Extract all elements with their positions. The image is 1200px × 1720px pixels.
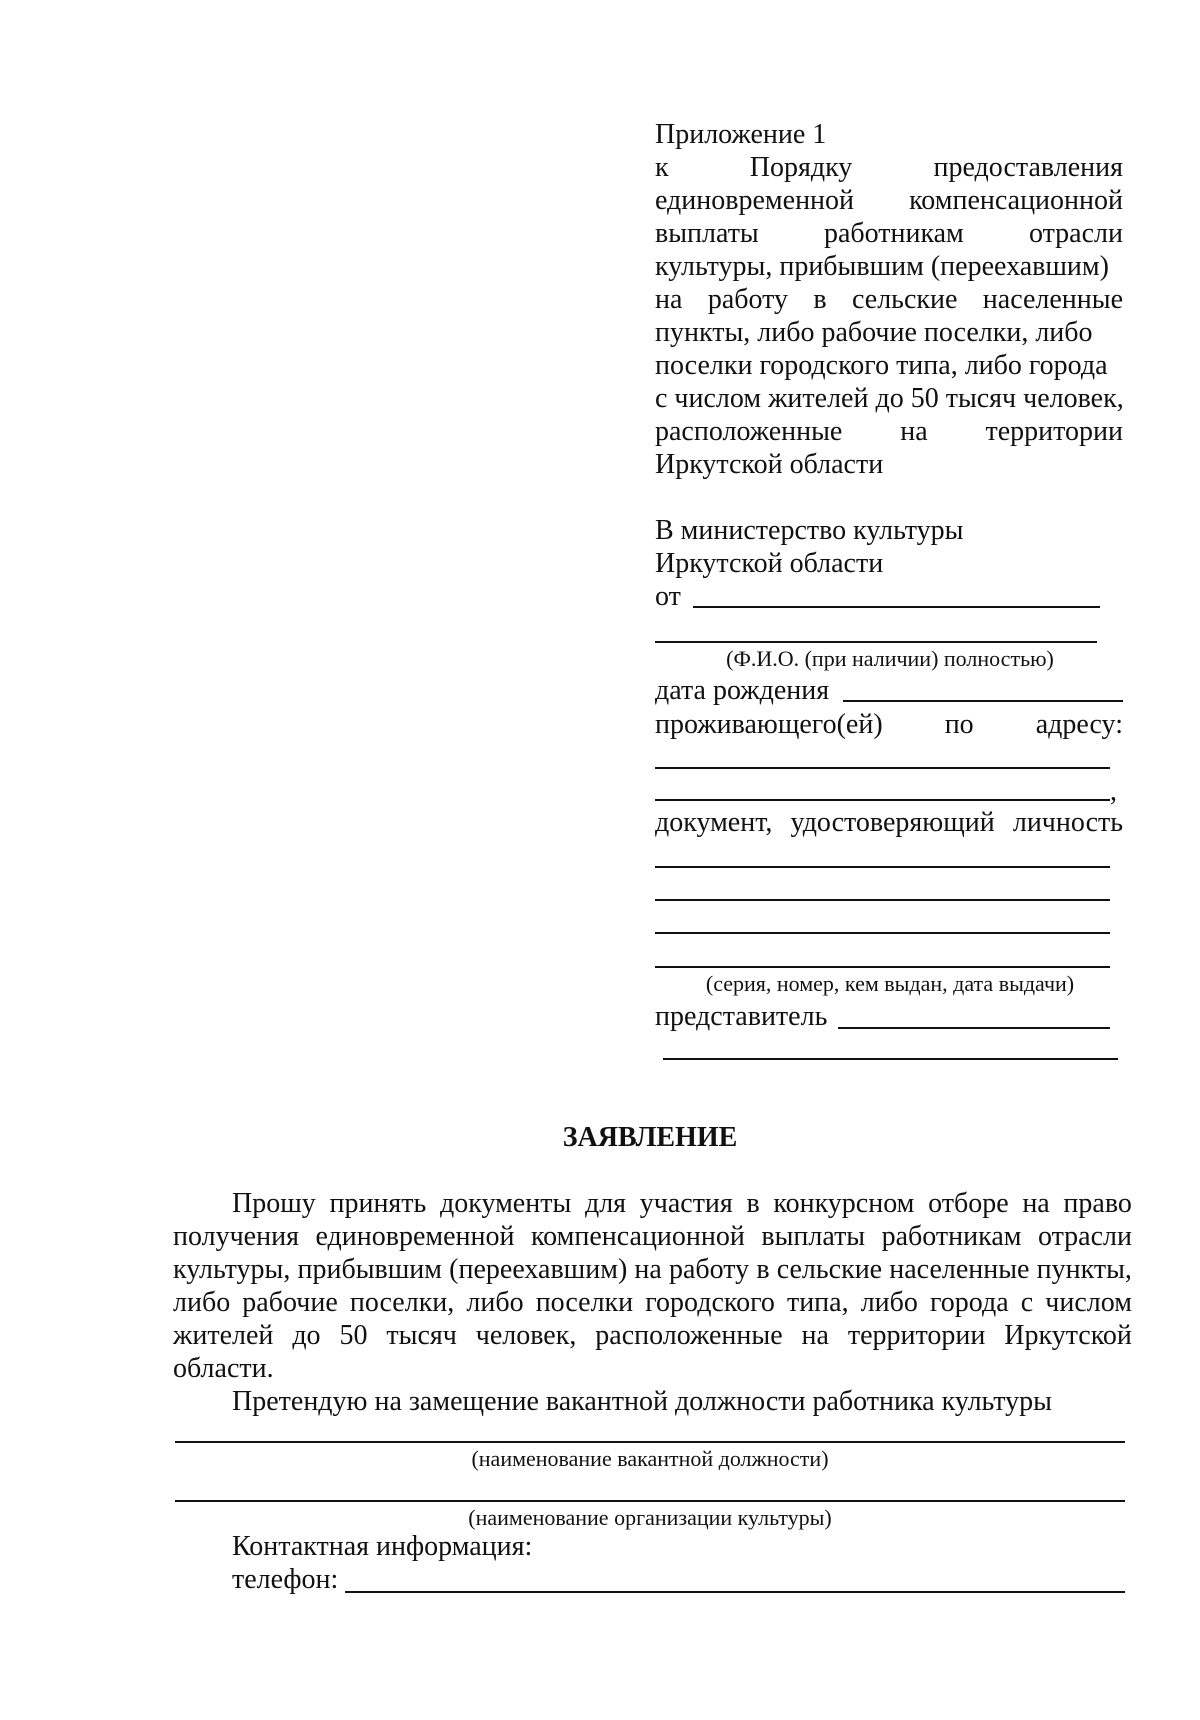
appendix-line-4: культуры, прибывшим (переехавшим) bbox=[655, 251, 1109, 282]
identity-document-label-word: личность bbox=[1012, 807, 1123, 838]
address-label-word: по bbox=[944, 709, 974, 740]
statement-p1-line-4-word: либо bbox=[466, 1287, 524, 1318]
statement-p1-line-5-word: жителей bbox=[173, 1320, 274, 1351]
statement-p1-line-3-word: на bbox=[634, 1254, 662, 1285]
statement-p1-line-1-word: право bbox=[1063, 1188, 1132, 1219]
appendix-line-8: с числом жителей до 50 тысяч человек, bbox=[655, 383, 1124, 414]
identity-document-line-4[interactable] bbox=[655, 966, 1110, 968]
identity-document-label bbox=[655, 806, 1123, 839]
representative-input-line-1[interactable] bbox=[838, 1027, 1110, 1029]
statement-p1-line-2-word: компенсационной bbox=[530, 1221, 745, 1252]
appendix-line-5 bbox=[655, 283, 1123, 316]
appendix-line-1-word: к bbox=[655, 152, 669, 183]
statement-p1-line-5-word: человек, bbox=[475, 1320, 577, 1351]
statement-p2: Претендую на замещение вакантной должности работника культуры bbox=[232, 1386, 1052, 1417]
statement-p1-line-5-word: территории bbox=[847, 1320, 986, 1351]
appendix-line-3-word: отрасли bbox=[1028, 218, 1123, 249]
statement-p1-line-5-word: на bbox=[801, 1320, 829, 1351]
appendix-line-5-word: на bbox=[655, 284, 683, 315]
appendix-line-5-word: в bbox=[813, 284, 827, 315]
statement-p1-line-2 bbox=[173, 1220, 1132, 1253]
statement-p1-line-4-word: поселки, bbox=[349, 1287, 455, 1318]
appendix-line-7: поселки городского типа, либо города bbox=[655, 350, 1108, 381]
fio-caption: (Ф.И.О. (при наличии) полностью) bbox=[726, 646, 1054, 671]
fio-input-line[interactable] bbox=[655, 641, 1097, 643]
statement-p1-line-4-word: либо bbox=[173, 1287, 231, 1318]
vacancy-caption: (наименование вакантной должности) bbox=[471, 1446, 829, 1471]
statement-p1-line-1 bbox=[232, 1187, 1132, 1220]
identity-document-line-3[interactable] bbox=[655, 932, 1110, 934]
statement-p1-line-3-word: прибывшим bbox=[297, 1254, 443, 1285]
address-comma: , bbox=[1110, 776, 1117, 807]
address-label-word: адресу: bbox=[1035, 709, 1123, 740]
appendix-line-2-word: единовременной bbox=[655, 185, 855, 216]
appendix-line-3-word: выплаты bbox=[655, 218, 759, 249]
appendix-line-9-word: на bbox=[900, 416, 928, 447]
statement-p1-line-4 bbox=[173, 1286, 1132, 1319]
statement-p1-line-1-word: принять bbox=[329, 1188, 427, 1219]
appendix-line-2 bbox=[655, 184, 1123, 217]
appendix-line-1-word: предоставления bbox=[933, 152, 1123, 183]
representative-label: представитель bbox=[655, 1001, 828, 1032]
appendix-line-9 bbox=[655, 415, 1123, 448]
identity-document-label-word: удостоверяющий bbox=[790, 807, 995, 838]
appendix-line-3-word: работникам bbox=[823, 218, 964, 249]
appendix-line-1-word: Порядку bbox=[749, 152, 853, 183]
appendix-line-10: Иркутской области bbox=[655, 449, 884, 480]
statement-p1-line-3-word: культуры, bbox=[173, 1254, 291, 1285]
phone-label: телефон: bbox=[232, 1564, 339, 1595]
statement-p1-line-4-word: либо bbox=[860, 1287, 918, 1318]
appendix-title: Приложение 1 bbox=[655, 119, 827, 150]
birth-date-input-line[interactable] bbox=[843, 700, 1123, 702]
addressee-region: Иркутской области bbox=[655, 548, 884, 579]
appendix-line-3 bbox=[655, 217, 1123, 250]
statement-p1-line-1-word: для bbox=[584, 1188, 627, 1219]
statement-p1-line-4-word: города bbox=[929, 1287, 1009, 1318]
statement-p1-line-5-word: Иркутской bbox=[1004, 1320, 1132, 1351]
statement-p1-line-4-word: городского bbox=[645, 1287, 775, 1318]
statement-p1-line-4-word: типа, bbox=[786, 1287, 849, 1318]
phone-input-line[interactable] bbox=[345, 1591, 1125, 1593]
statement-p1-line-2-word: единовременной bbox=[315, 1221, 515, 1252]
address-input-line-1[interactable] bbox=[655, 767, 1110, 769]
statement-p1-line-1-word: на bbox=[1022, 1188, 1050, 1219]
identity-document-line-2[interactable] bbox=[655, 899, 1110, 901]
statement-p1-line-4-word: поселки bbox=[535, 1287, 634, 1318]
statement-p1-line-3-word: работу bbox=[669, 1254, 750, 1285]
statement-p1-line-1-word: в bbox=[746, 1188, 760, 1219]
identity-document-label-word: документ, bbox=[655, 807, 773, 838]
identity-document-caption: (серия, номер, кем выдан, дата выдачи) bbox=[705, 971, 1075, 996]
representative-input-line-2[interactable] bbox=[663, 1058, 1118, 1060]
statement-p1-line-3-word: в bbox=[756, 1254, 770, 1285]
from-input-line[interactable] bbox=[693, 606, 1100, 608]
statement-p1-line-4-word: числом bbox=[1045, 1287, 1132, 1318]
organization-caption: (наименование организации культуры) bbox=[468, 1505, 832, 1530]
statement-p1-line-5-word: расположенные bbox=[595, 1320, 783, 1351]
appendix-line-6: пункты, либо рабочие поселки, либо bbox=[655, 317, 1093, 348]
statement-p1-line-4-word: рабочие bbox=[242, 1287, 338, 1318]
statement-p1-line-3-word: населенные bbox=[889, 1254, 1030, 1285]
appendix-line-1 bbox=[655, 151, 1123, 184]
statement-p1-line-5-word: тысяч bbox=[386, 1320, 457, 1351]
vacancy-input-line[interactable] bbox=[175, 1441, 1125, 1443]
statement-p1-line-2-word: получения bbox=[173, 1221, 299, 1252]
statement-p1-line-1-word: Прошу bbox=[232, 1188, 316, 1219]
appendix-line-5-word: населенные bbox=[982, 284, 1123, 315]
statement-p1-line-2-word: выплаты bbox=[761, 1221, 866, 1252]
statement-p1-line-2-word: отрасли bbox=[1037, 1221, 1132, 1252]
contact-info-label: Контактная информация: bbox=[232, 1531, 533, 1562]
statement-p1-line-3-word: (переехавшим) bbox=[449, 1254, 628, 1285]
from-label: от bbox=[655, 581, 681, 612]
address-label-word: проживающего(ей) bbox=[655, 709, 883, 740]
statement-p1-line-1-word: отборе bbox=[928, 1188, 1009, 1219]
statement-p1-line-3 bbox=[173, 1253, 1132, 1286]
appendix-line-2-word: компенсационной bbox=[909, 185, 1123, 216]
appendix-line-5-word: работу bbox=[707, 284, 788, 315]
statement-p1-line-3-word: сельские bbox=[776, 1254, 883, 1285]
identity-document-line-1[interactable] bbox=[655, 866, 1110, 868]
statement-p1-line-2-word: работникам bbox=[881, 1221, 1022, 1252]
statement-p1-line-5-word: 50 bbox=[339, 1320, 368, 1351]
appendix-line-9-word: территории bbox=[985, 416, 1123, 447]
appendix-line-5-word: сельские bbox=[852, 284, 958, 315]
organization-input-line[interactable] bbox=[175, 1500, 1125, 1502]
statement-p1-line-5 bbox=[173, 1319, 1132, 1352]
statement-title: ЗАЯВЛЕНИЕ bbox=[562, 1122, 738, 1153]
statement-p1-line-1-word: документы bbox=[440, 1188, 572, 1219]
statement-p1-line-5-word: до bbox=[292, 1320, 321, 1351]
appendix-line-9-word: расположенные bbox=[655, 416, 843, 447]
address-label bbox=[655, 708, 1123, 741]
statement-p1-line-1-word: участия bbox=[639, 1188, 733, 1219]
statement-p1-line-3-word: пункты, bbox=[1036, 1254, 1132, 1285]
statement-p1-line-1-word: конкурсном bbox=[773, 1188, 915, 1219]
address-input-line-2[interactable] bbox=[655, 799, 1110, 801]
statement-p1-line-4-word: с bbox=[1020, 1287, 1034, 1318]
birth-date-label: дата рождения bbox=[655, 675, 830, 706]
addressee-ministry: В министерство культуры bbox=[655, 515, 964, 546]
statement-p1-line-6: области. bbox=[173, 1353, 274, 1384]
